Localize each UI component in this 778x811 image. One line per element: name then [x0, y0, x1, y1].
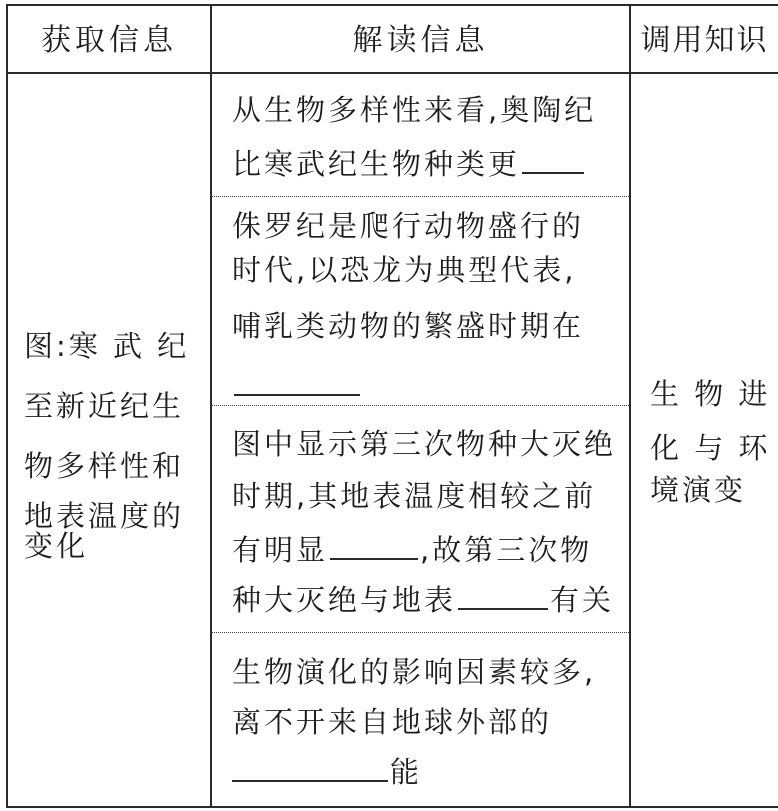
- answer-blank-4[interactable]: [458, 578, 548, 610]
- column-divider-2: [629, 4, 631, 808]
- row2-line-3: 哺乳类动物的繁盛时期在: [232, 309, 585, 343]
- header-get-info: 获取信息: [41, 23, 177, 58]
- column-divider-1: [210, 4, 212, 808]
- row4-line-2: 离不开来自地球外部的: [232, 705, 553, 739]
- answer-blank-3[interactable]: [330, 528, 418, 560]
- answer-blank-2[interactable]: [234, 364, 360, 396]
- row4-line-3-text: 能: [390, 755, 423, 789]
- row3-line-3-text-b: ,故第三次物: [420, 533, 593, 567]
- row3-line-4-text-b: 有关: [550, 583, 615, 617]
- row-separator-2: [211, 405, 629, 406]
- source-info-line-3: 物多样性和: [24, 449, 185, 483]
- row3-line-4: [232, 570, 614, 630]
- row3-line-1: 图中显示第三次物种大灭绝: [232, 427, 617, 461]
- row3-line-2: 时期,其地表温度相较之前: [232, 479, 597, 513]
- table-border-bottom: [6, 806, 778, 808]
- knowledge-line-3: 境演变: [650, 473, 747, 507]
- header-interpret-info: 解读信息: [352, 23, 489, 58]
- row2-line-2: 时代,以恐龙为典型代表,: [232, 253, 577, 287]
- answer-blank-1[interactable]: [522, 142, 584, 174]
- row1-line-2: [232, 134, 586, 194]
- source-info-line-2: 至新近纪生: [24, 389, 185, 423]
- row1-line-1: 从生物多样性来看,奥陶纪: [232, 93, 597, 127]
- row4-line-3: [232, 742, 422, 802]
- row-separator-3: [211, 632, 629, 633]
- source-info-line-1: 图:寒 武 纪: [24, 329, 190, 363]
- source-info-line-5: 变化: [24, 529, 89, 563]
- row2-line-1: 侏罗纪是爬行动物盛行的: [232, 209, 585, 243]
- knowledge-line-2: 化 与 环: [650, 431, 771, 465]
- row3-line-3-text-a: 有明显: [232, 533, 329, 567]
- answer-blank-5[interactable]: [232, 750, 388, 782]
- knowledge-line-1: 生 物 进: [650, 377, 771, 411]
- source-info-line-4: 地表温度的: [24, 499, 185, 533]
- header-apply-knowledge: 调用知识: [640, 23, 769, 58]
- row1-line-2-text: 比寒武纪生物种类更: [232, 147, 521, 181]
- row4-line-1: 生物演化的影响因素较多,: [232, 655, 597, 689]
- table-border-left: [6, 4, 8, 808]
- row3-line-4-text-a: 种大灭绝与地表: [232, 583, 457, 617]
